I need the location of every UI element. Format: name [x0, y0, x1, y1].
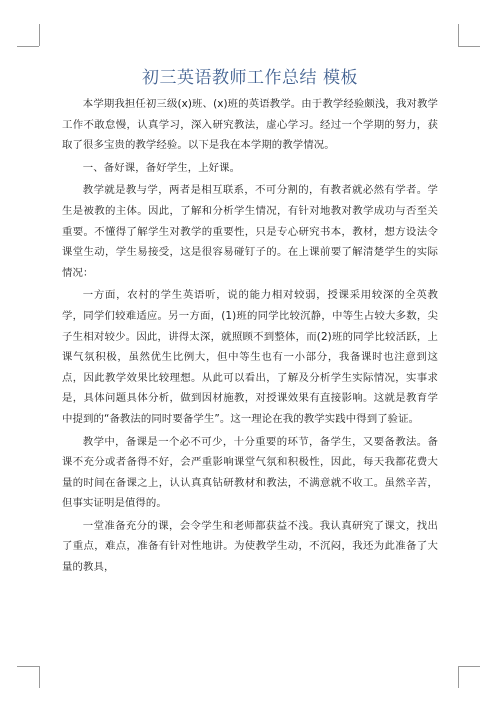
document-body — [62, 94, 438, 578]
paragraph: 一方面，农村的学生英语听，说的能力相对较弱，授课采用较深的全英教学，同学们较难适应。另一方面，(1)班的同学比较沉静，中等生占较大多数，尖子生相对较少。因此，讲得太深，就照顾不到整体，而(2)班的同学比较活跃，上课气氛积极，虽然优生比例大，但中等生也有一小部分，我备课时也注意到这点，因此教学效果比较理想。从此可以看出，了解及分析学生实际情况，实事求是，具体问题具体分析，做到因材施教，对授课效果有直接影响。这就是教育学中提到的“备教法的同时要备学生”。这一理论在我的教学实践中得到了验证。 — [62, 289, 438, 425]
section-heading: 一、备好课，备好学生，上好课。 — [82, 161, 241, 174]
paragraph-intro: 本学期我担任初三级(x)班、(x)班的英语教学。由于教学经验颇浅，我对教学工作不敢怠慢，认真学习，深入研究教法，虚心学习。经过一个学期的努力，获取了很多宝贵的教学经验。以下是我在本学期的教学情况。 — [62, 98, 438, 152]
paragraph: 教学中，备课是一个必不可少，十分重要的环节，备学生，又要备教法。备课不充分或者备得不好，会严重影响课堂气氛和积极性，因此，每天我都花费大量的时间在备课之上，认认真真钻研教材和教法，不满意就不收工。虽然辛苦，但事实证明是值得的。 — [62, 435, 438, 510]
document-title: 初三英语教师工作总结 模板 — [142, 68, 358, 88]
paragraph: 一堂准备充分的课，会令学生和老师都获益不浅。我认真研究了课文，找出了重点，难点，准备有针对性地讲。为使教学生动，不沉闷，我还为此准备了大量的教具， — [62, 519, 438, 574]
paragraph: 教学就是教与学，两者是相互联系，不可分割的，有教者就必然有学者。学生是被教的主体。因此，了解和分析学生情况，有针对地教对教学成功与否至关重要。不懂得了解学生对教学的重要性，只是专心研究书本，教材，想方设法令课堂生动，学生易接受，这是很容易碰钉子的。在上课前要了解清楚学生的实际情况： — [62, 184, 438, 279]
